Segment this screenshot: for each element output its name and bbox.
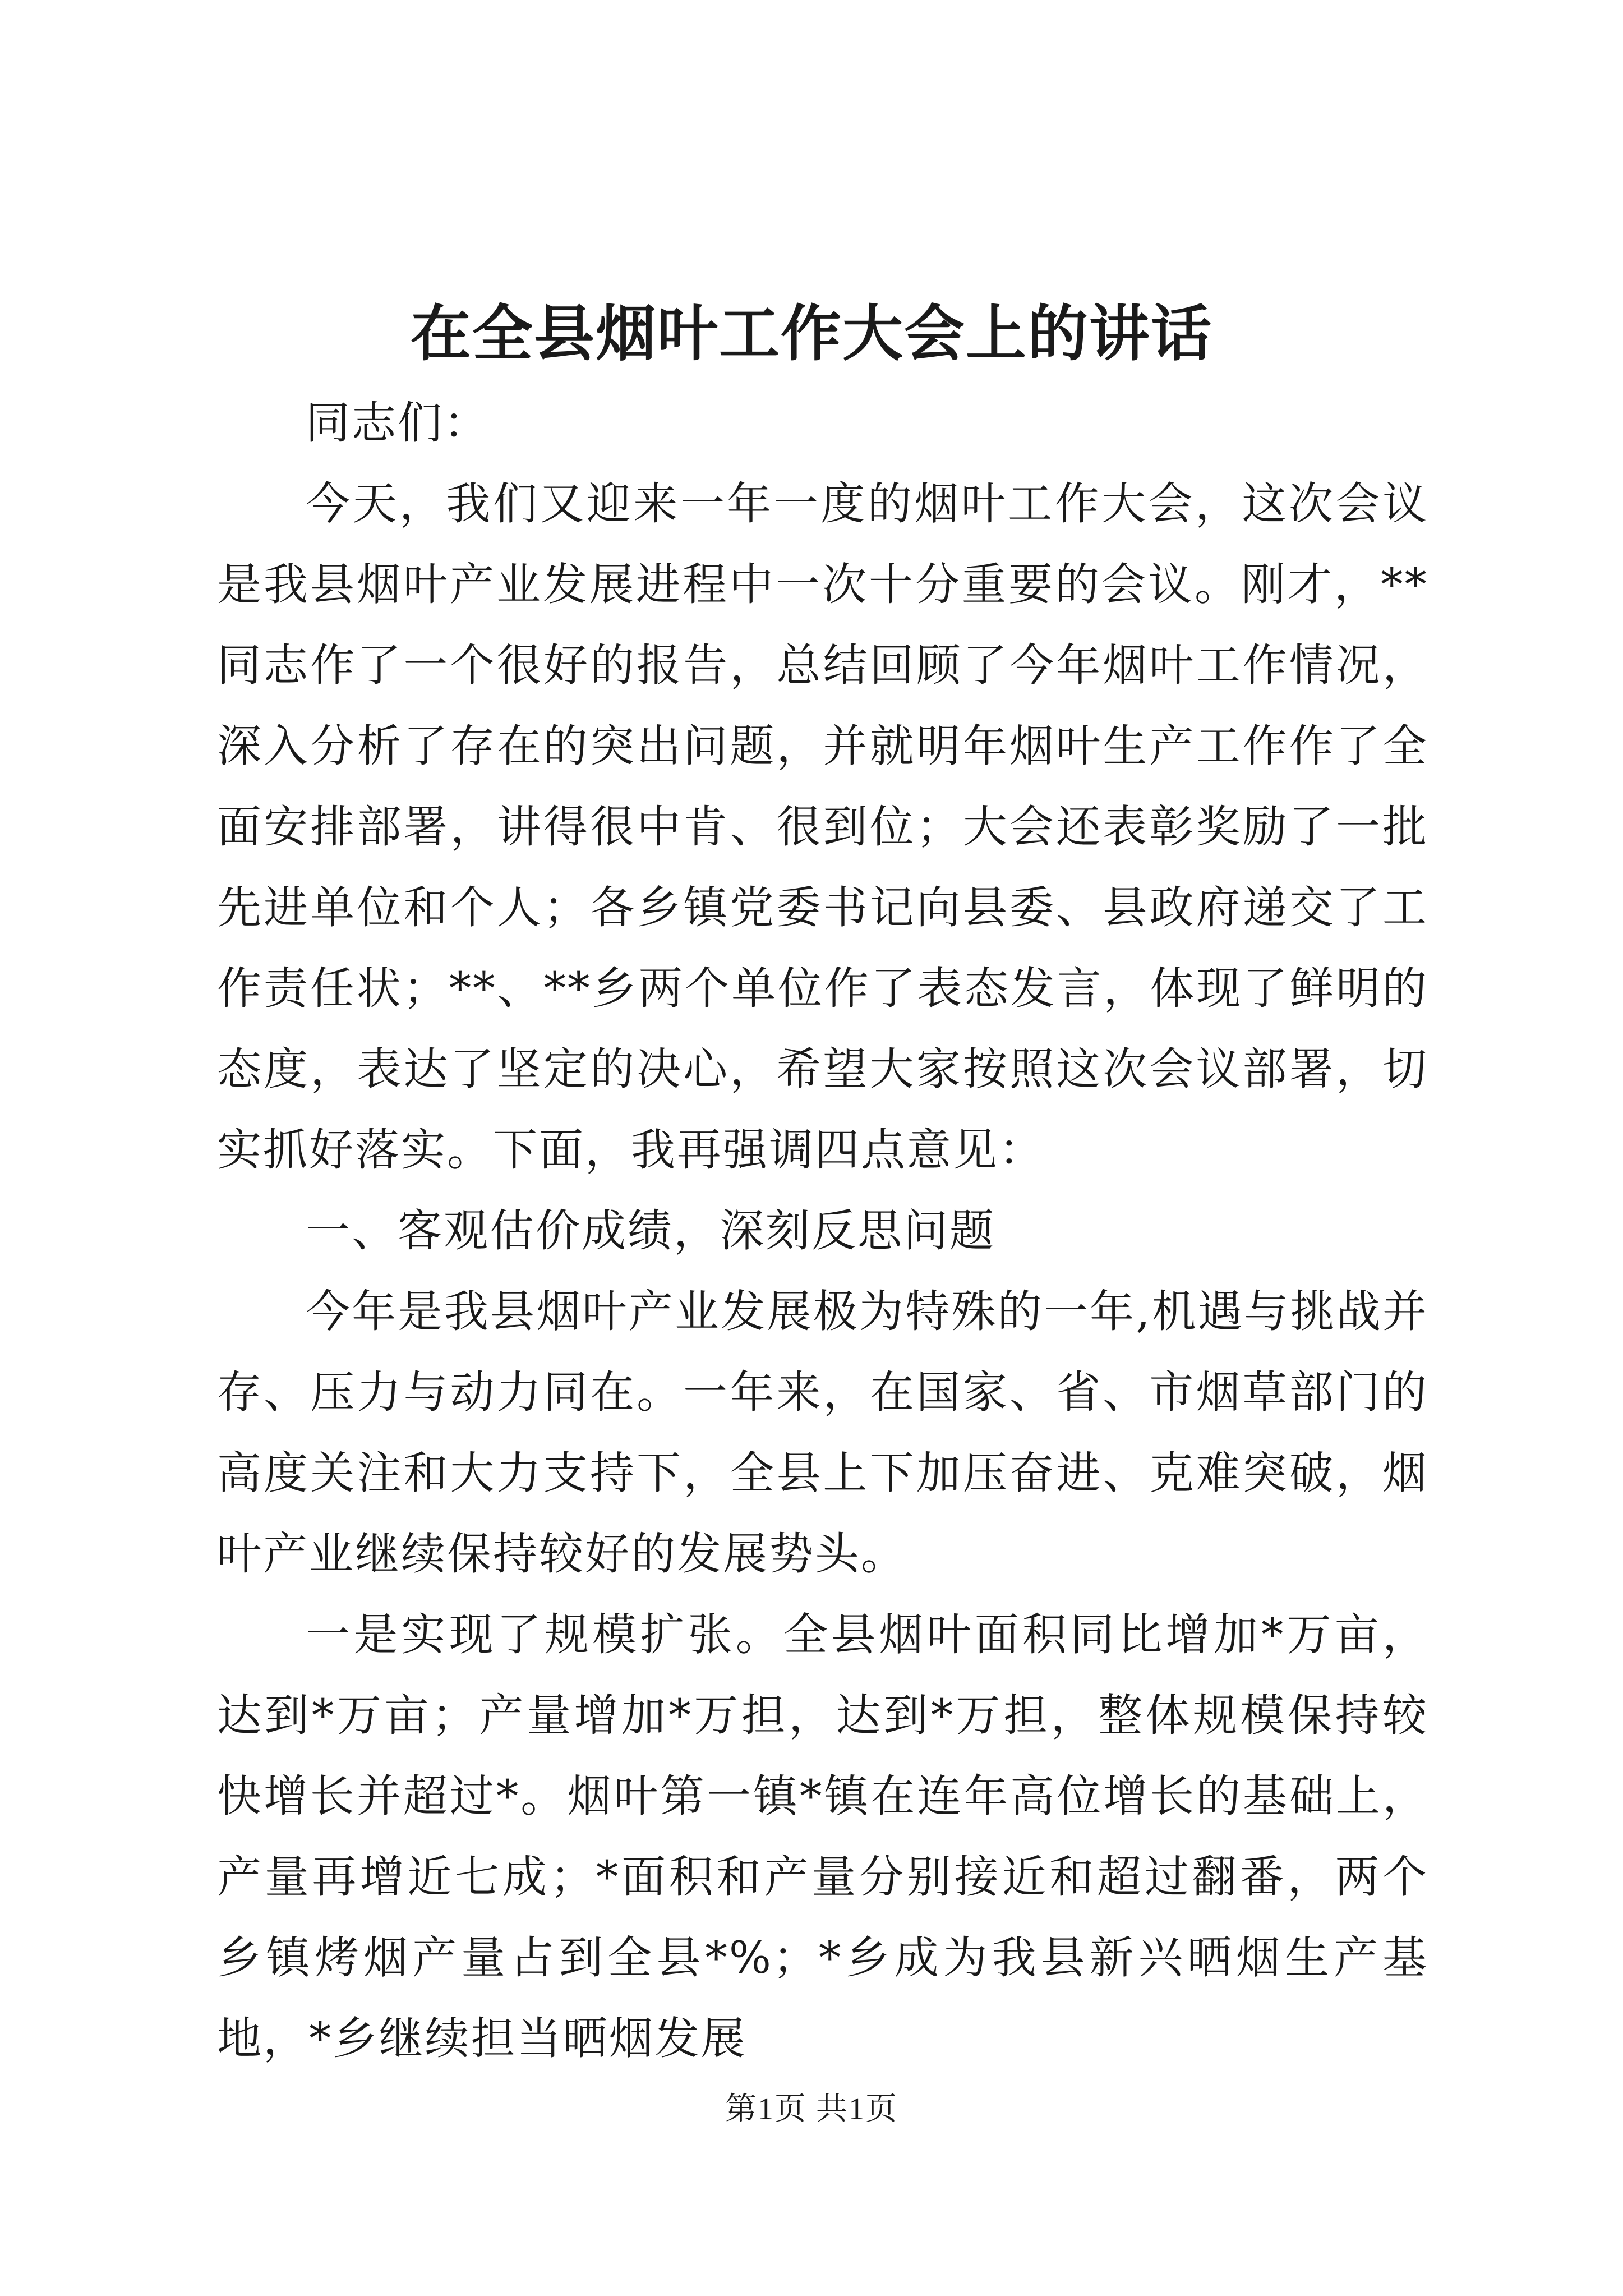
salutation: 同志们：	[306, 397, 490, 449]
page-footer: 第1页 共1页	[725, 2092, 898, 2127]
paragraph-overview: 今年是我县烟叶产业发展极为特殊的一年,机遇与挑战并存、压力与动力同在。一年来，在国家、省、市烟草部门的高度关注和大力支持下，全县上下加压奋进、克难突破，烟叶产业继续保持较好的发展势头。	[217, 1286, 1428, 1580]
paragraph-scale-expansion: 一是实现了规模扩张。全县烟叶面积同比增加*万亩，达到*万亩；产量增加*万担，达到*万担，整体规模保持较快增长并超过*。烟叶第一镇*镇在连年高位增长的基础上，产量再增近七成；*面积和产量分别接近和超过翻番，两个乡镇烤烟产量占到全县*%；*乡成为我县新兴晒烟生产基地，*乡继续担当晒烟发展	[217, 1609, 1428, 2064]
section-heading: 一、客观估价成绩，深刻反思问题	[306, 1205, 995, 1257]
document-title: 在全县烟叶工作大会上的讲话	[410, 298, 1212, 369]
document-body	[217, 383, 1428, 2079]
paragraph-opening: 今天，我们又迎来一年一度的烟叶工作大会，这次会议是我县烟叶产业发展进程中一次十分重要的会议。刚才，**同志作了一个很好的报告，总结回顾了今年烟叶工作情况，深入分析了存在的突出问题，并就明年烟叶生产工作作了全面安排部署，讲得很中肯、很到位；大会还表彰奖励了一批先进单位和个人；各乡镇党委书记向县委、县政府递交了工作责任状；**、**乡两个单位作了表态发言，体现了鲜明的态度，表达了坚定的决心，希望大家按照这次会议部署，切实抓好落实。下面，我再强调四点意见：	[217, 478, 1428, 1176]
